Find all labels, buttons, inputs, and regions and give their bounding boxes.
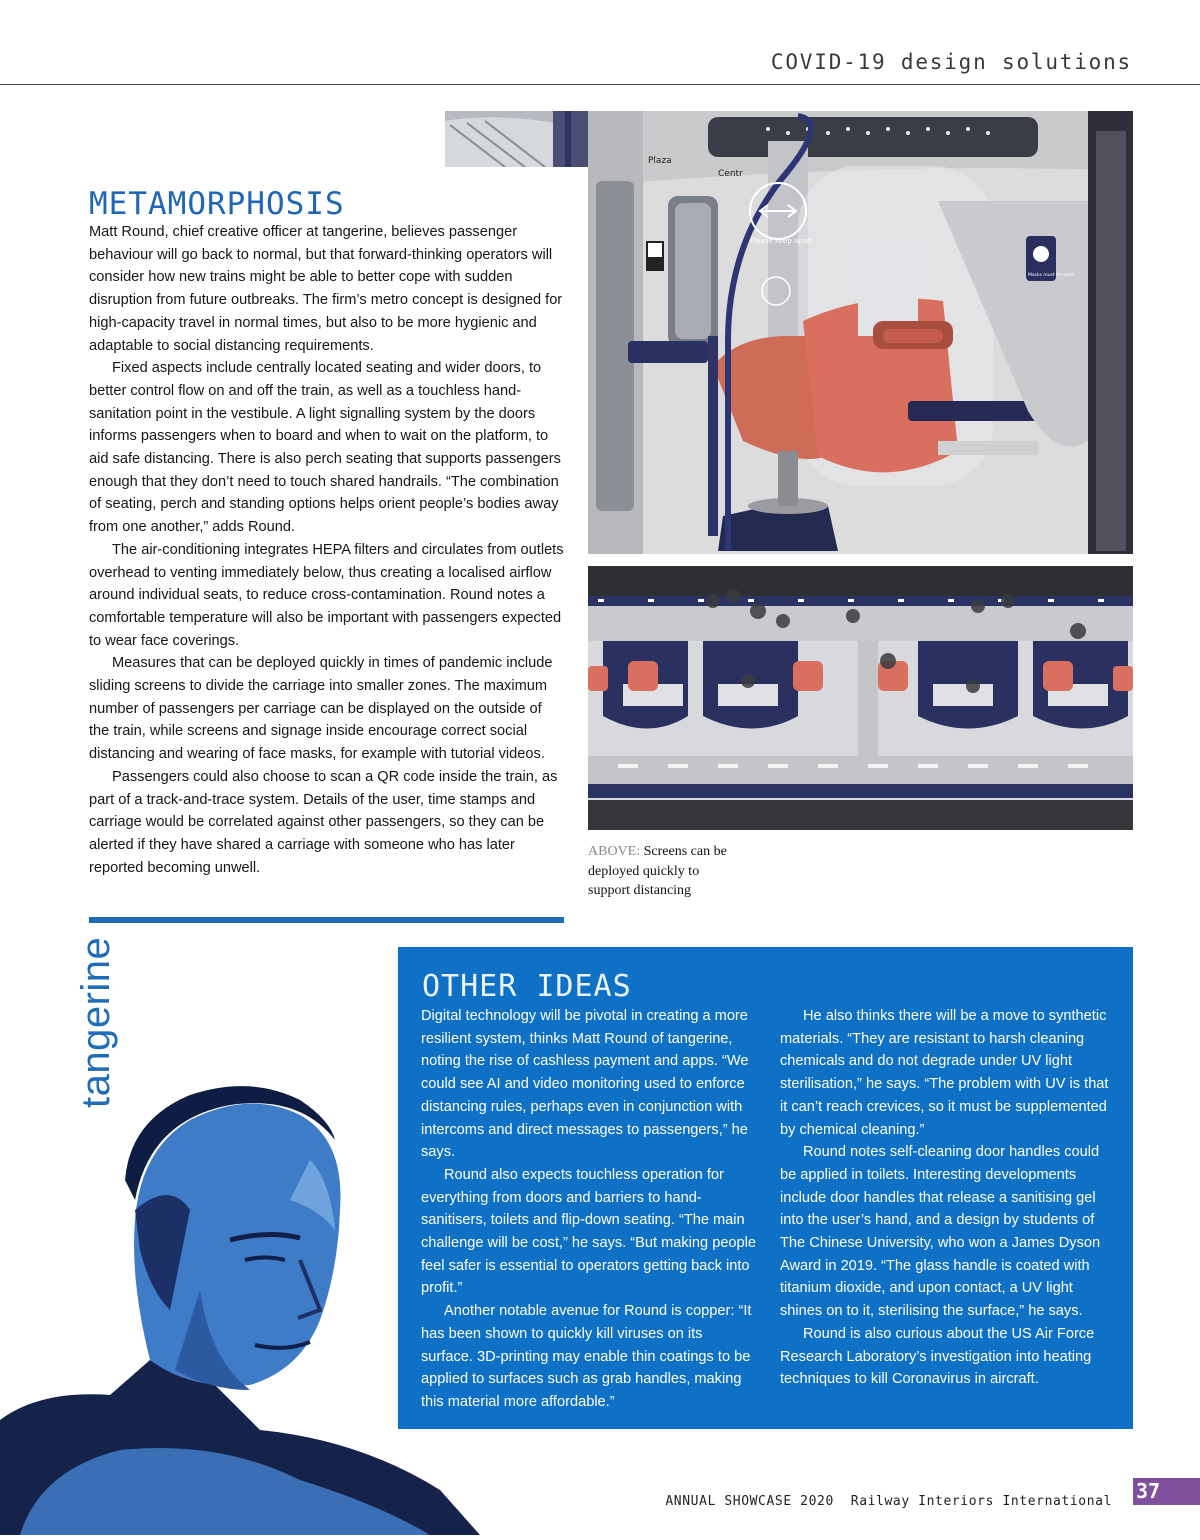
header-divider — [0, 84, 1200, 85]
article-paragraph: Measures that can be deployed quickly in times of pandemic include sliding screens to divide the carriage into smaller zones. The maximum number of passengers per carriage can be displayed on the outside of the train, while screens and signage inside encourage correct social distancing and wearing of face masks, for example with tutorial videos. — [89, 655, 553, 763]
caption-text: Screens can be deployed quickly to support distancing — [588, 844, 727, 898]
article-paragraph: The air-conditioning integrates HEPA filters and circulates from outlets overhead to venting immediately below, thus creating a localised airflow around individual seats, to reduce cross-contamination. Round notes a comfortable temperature will also be important with passengers expected to wear face coverings. — [89, 541, 564, 649]
mask-sign-text: Masks must be worn — [1028, 273, 1075, 278]
article-body — [89, 221, 565, 879]
article-paragraph: Matt Round, chief creative officer at tangerine, believes passenger behaviour will go back to normal, but that forward-thinking operators will consider how new trains might be able to better cope with sudden disruption from future outbreaks. The firm’s metro concept is designed for high-capacity travel in normal times, but also to be more hygienic and adaptable to social distancing requirements. — [89, 224, 563, 354]
article-title: METAMORPHOSIS — [89, 186, 345, 222]
carriage-overhead-photo — [588, 566, 1133, 830]
ideas-paragraph: Round notes self-cleaning door handles could be applied in toilets. Interesting developments include door handles that release a sanitising gel into the user’s hand, and a design by students of The Chinese University, who won a James Dyson Award in 2019. “The glass handle is coated with titanium dioxide, and upon contact, a UV light shines on to it, sterilising the surface,” he says. — [780, 1144, 1101, 1320]
ideas-paragraph: He also thinks there will be a move to synthetic materials. “They are resistant to harsh cleaning chemicals and do not degrade under UV light sterilisation,” he says. “The problem with UV is that it can’t reach crevices, so it must be supplemented by chemical cleaning.” — [780, 1008, 1109, 1138]
footer-publication: Railway Interiors International — [850, 1494, 1112, 1509]
brand-wordmark: tangerine — [74, 936, 118, 1108]
other-ideas-title: OTHER IDEAS — [422, 969, 632, 1004]
page-footer — [665, 1494, 1112, 1509]
ideas-paragraph: Digital technology will be pivotal in creating a more resilient system, thinks Matt Round of tangerine, noting the rise of cashless payment and apps. “We could see AI and video monitoring used to enforce distancing rules, perhaps even in conjunction with intercoms and direct messages to passengers,” he says. — [421, 1008, 749, 1161]
ideas-paragraph: Round is also curious about the US Air Force Research Laboratory’s investigation into heating techniques to kill Coronavirus in aircraft. — [780, 1325, 1095, 1388]
station-sign-plaza: Plaza — [648, 156, 672, 166]
footer-issue: ANNUAL SHOWCASE 2020 — [665, 1494, 834, 1509]
article-paragraph: Passengers could also choose to scan a QR code inside the train, as part of a track-and-trace system. Details of the user, time stamps and carriage would be correlated against other passengers, so they can be alerted if they have shared a carriage with someone who has later reported becoming unwell. — [89, 768, 558, 876]
photo-caption — [588, 842, 738, 901]
page-number: 37 — [1136, 1479, 1161, 1503]
station-sign-centre: Centr — [718, 169, 743, 179]
section-divider — [89, 917, 564, 923]
train-ceiling-photo-strip — [445, 111, 588, 167]
article-paragraph: Fixed aspects include centrally located seating and wider doors, to better control flow on and off the train, as well as a touchless hand-sanitation point in the vestibule. A light signalling system by the doors informs passengers when to board and when to wait on the platform, to aid safe distancing. There is also perch seating that supports passengers enough that they don’t need to touch shared handrails. “The combination of seating, perch and standing options helps orient people’s bodies away from one another,” adds Round. — [89, 360, 561, 536]
keep-apart-sign-text: Please keep apart — [750, 237, 813, 245]
ideas-paragraph: Another notable avenue for Round is copper: “It has been shown to quickly kill viruses on its surface. 3D-printing may enable thin coatings to be applied to surfaces such as grab handles, making this material more affordable.” — [421, 1303, 752, 1410]
other-ideas-right-column — [780, 1005, 1117, 1391]
other-ideas-panel — [398, 947, 1133, 1429]
section-header: COVID-19 design solutions — [770, 50, 1132, 74]
other-ideas-left-column — [421, 1005, 758, 1414]
train-interior-photo — [588, 111, 1133, 554]
caption-lead: ABOVE: — [588, 844, 641, 859]
ideas-paragraph: Round also expects touchless operation for everything from doors and barriers to hand-sanitisers, toilets and flip-down seating. “The main challenge will be cost,” he says. “But making people feel safer is essential to operators getting back into profit.” — [421, 1166, 757, 1297]
